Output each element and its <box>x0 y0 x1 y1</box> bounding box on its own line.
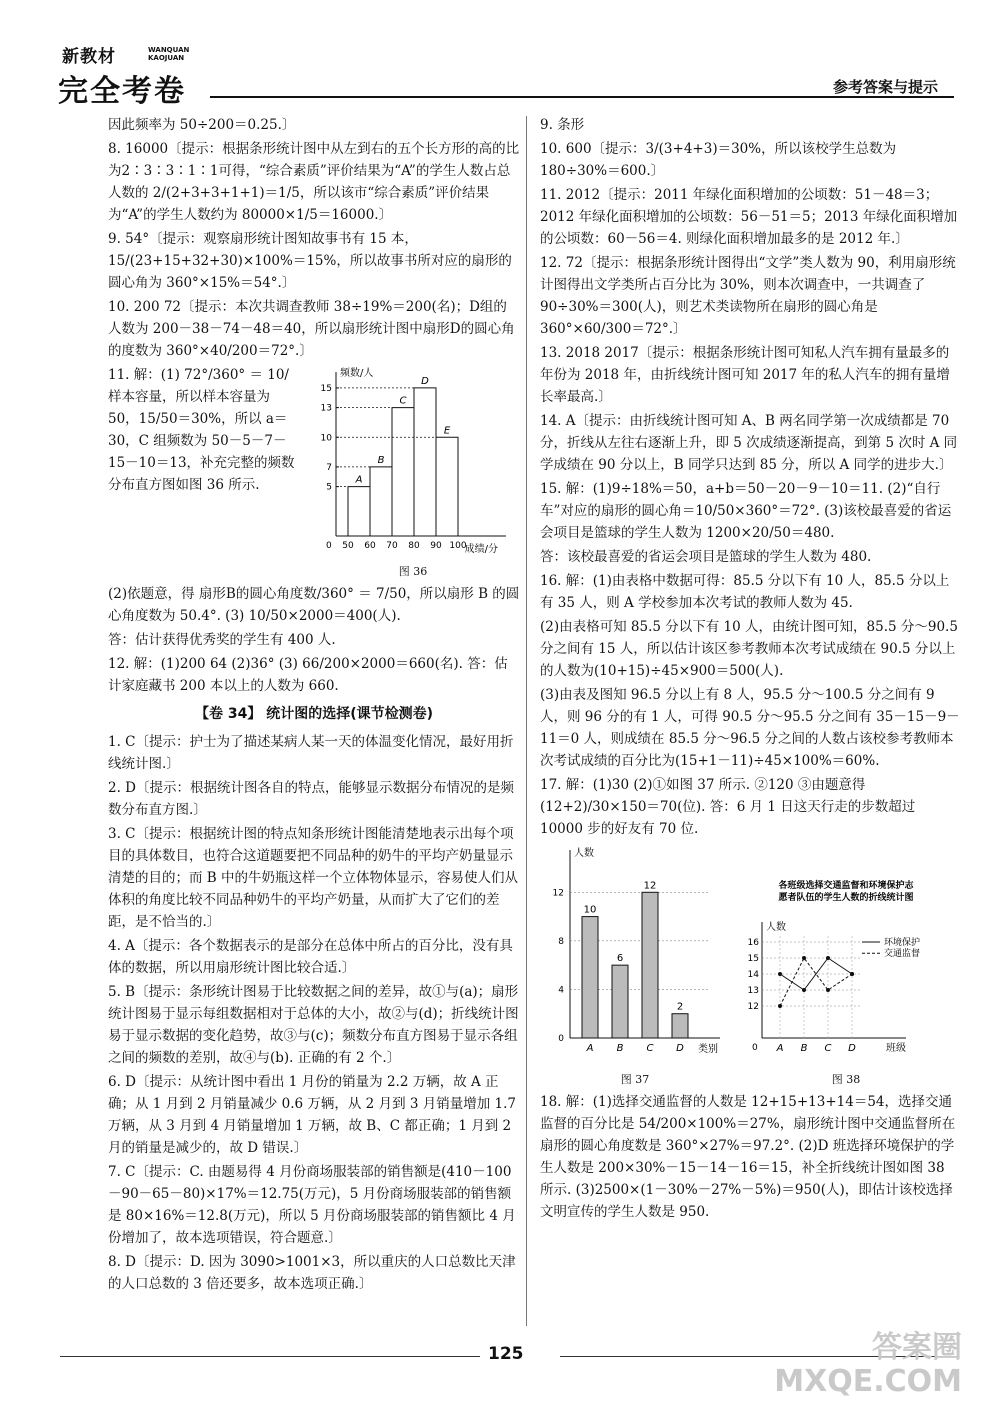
data-point <box>850 972 854 976</box>
y-tick-label: 10 <box>320 433 332 444</box>
answer-11-block <box>108 364 520 583</box>
series-line-traffic <box>780 958 852 1006</box>
answer-r13: 13. 2018 2017〔提示：根据条形统计图可知私人汽车拥有量最多的年份为 2018 年，由折线统计图可知 2017 年的私人汽车的拥有量增长率最高.〕 <box>540 345 950 405</box>
y-tick-label: 5 <box>326 482 332 493</box>
histogram-bar <box>348 487 370 536</box>
histogram-bar <box>392 408 414 536</box>
x-tick-label: 60 <box>364 541 376 551</box>
answer-11-conclusion: 答：估计获得优秀奖的学生有 400 人. <box>108 632 336 648</box>
x-tick-label: D <box>848 1043 856 1054</box>
bar <box>672 1014 688 1038</box>
header-section-title: 参考答案与提示 <box>832 78 938 96</box>
y-tick-label: 12 <box>747 1002 759 1012</box>
footer-rule-left <box>60 1356 480 1357</box>
y-tick-label: 14 <box>747 970 759 980</box>
left-column <box>108 114 520 1297</box>
chart-title-1: 各班级选择交通监督和环境保护志 <box>778 881 914 891</box>
chart-title-2: 愿者队伍的学生人数的折线统计图 <box>778 893 914 903</box>
mc-answer-6: 6. D〔提示：从统计图中看出 1 月份的销量为 2.2 万辆，故 A 正确；从 1 月到 2 月销量减少 0.6 万辆，从 2 月到 3 月销量增加 1.7 万辆，从 3 月到 4 月销量增加 1 万辆，故 B、C 都正确；1 月到 2 月的销量是减少的，故 D 错误.〕 <box>108 1074 516 1156</box>
origin-label: 0 <box>326 541 332 551</box>
y-tick-label: 13 <box>747 986 759 996</box>
watermark <box>774 1331 962 1399</box>
y-axis-label: 人数 <box>574 848 594 859</box>
mc-answer-4: 4. A〔提示：各个数据表示的是部分在总体中所占的百分比，没有具体的数据，所以用扇形统计图比较合适.〕 <box>108 938 513 976</box>
answer-r9: 9. 条形 <box>540 117 585 133</box>
data-label: 2 <box>676 1001 684 1013</box>
y-tick-label: 12 <box>552 888 564 899</box>
answer-r10: 10. 600〔提示：3/(3+4+3)＝30%，所以该校学生总数为 180÷30%＝600.〕 <box>540 141 897 179</box>
answer-12: 12. 解：(1)200 64 (2)36° (3) 66/200×2000＝660(名). 答：估计家庭藏书 200 本以上的人数为 660. <box>108 656 508 694</box>
y-tick-label: 0 <box>558 1034 564 1044</box>
legend-traffic: 交通监督 <box>884 949 921 960</box>
x-tick-label: D <box>676 1043 684 1054</box>
y-tick-label: 15 <box>747 954 759 964</box>
x-tick-label: 50 <box>342 541 354 551</box>
y-axis-label: 人数 <box>766 922 786 933</box>
bar-label: C <box>399 395 407 407</box>
y-tick-label: 4 <box>558 985 564 996</box>
mc-answer-2: 2. D〔提示：根据统计图各自的特点，能够显示数据分布情况的是频数分布直方图.〕 <box>108 780 514 818</box>
answer-8: 8. 16000〔提示：根据条形统计图中从左到右的五个长方形的高的比为2∶3∶3∶1∶1可得，“综合素质”评价结果为“A”的学生人数占总人数的 2/(2+3+3+1+1)＝1/5，所以该市“综合素质”评价结果为“A”的学生人数约为 80000×1/5＝16000.〕 <box>108 141 520 223</box>
y-tick-label: 15 <box>320 383 332 394</box>
data-point <box>826 956 830 960</box>
x-tick-label: C <box>824 1043 832 1054</box>
y-axis-label: 频数/人 <box>340 368 374 379</box>
brand-logo: 完全考卷 <box>58 74 186 109</box>
bar <box>642 892 658 1038</box>
brand-pinyin <box>148 46 189 62</box>
x-tick-label: 70 <box>386 541 398 551</box>
figure-37-caption: 图 37 <box>620 1073 650 1086</box>
histogram-chart <box>306 364 520 554</box>
answer-line: 因此频率为 50÷200＝0.25.〕 <box>108 117 296 133</box>
page-number: 125 <box>488 1344 524 1364</box>
bar <box>612 965 628 1038</box>
bar-chart <box>540 842 730 1062</box>
answer-r18: 18. 解：(1)选择交通监督的人数是 12+15+13+14＝54，选择交通监督的百分比是 54/200×100%＝27%，扇形统计图中交通监督所在扇形的圆心角度数是 360°×27%＝97.2°. (2)D 班选择环境保护的学生人数是 200×30%－15－14－16＝15，补全折线统计图如图 38 所示. (3)2500×(1－30%－27%－5%)＝950(人)，即估计该校选择文明宣传的学生人数是 950. <box>540 1094 956 1220</box>
answer-r16-part3: (3)由表及图知 96.5 分以上有 8 人，95.5 分～100.5 分之间有 9 人，则 96 分的有 1 人，可得 90.5 分～95.5 分之间有 35－15－9－11＝0 人，则成绩在 85.5 分～96.5 分之间的人数占该校参考教师本次考试成绩的百分比为(15+1－11)÷45×100%＝60%. <box>540 687 960 769</box>
answer-r16-part2: (2)由表格可知 85.5 分以下有 10 人，由统计图可知，85.5 分～90.5 分之间有 15 人，所以估计该区参考教师本次考试成绩在 90.5 分以上的人数为(10+15)÷45×900＝500(人). <box>540 619 958 679</box>
x-tick-label: 100 <box>449 541 467 551</box>
figure-37 <box>540 842 730 1091</box>
x-axis-label: 班级 <box>886 1043 906 1054</box>
data-label: 10 <box>583 904 597 916</box>
y-tick-label: 13 <box>320 403 332 414</box>
x-tick-label: B <box>800 1043 808 1054</box>
answer-10: 10. 200 72〔提示：本次共调查教师 38÷19%＝200(名)；D组的人数为 200－38－74－48＝40，所以扇形统计图中扇形D的圆心角的度数为 360°×40/200＝72°.〕 <box>108 299 515 359</box>
answer-r14: 14. A〔提示：由折线统计图可知 A、B 两名同学第一次成绩都是 70 分，折线从左往右逐渐上升，即 5 次成绩逐渐提高，到第 5 次时 A 同学成绩在 90 分以上，B 同学只达到 85 分，所以 A 同学的进步大.〕 <box>540 413 958 473</box>
bar-label: D <box>421 375 429 387</box>
mc-answer-5: 5. B〔提示：条形统计图易于比较数据之间的差异，故①与(a)；扇形统计图易于显示每组数据相对于总体的大小，故②与(d)；折线统计图易于显示数据的变化趋势，故③与(c)；频数分布直方图易于显示各组之间的频数的差别，故④与(b). 正确的有 2 个.〕 <box>108 984 519 1066</box>
bar-label: B <box>377 454 385 466</box>
x-tick-label: 90 <box>430 541 442 551</box>
y-tick-label: 8 <box>558 936 564 947</box>
section-title: 【卷 34】 统计图的选择(课节检测卷) <box>194 706 434 722</box>
x-tick-label: B <box>616 1043 624 1054</box>
figures-37-38 <box>540 842 960 1091</box>
brand-small: 新教材 <box>62 47 116 67</box>
figure-38-caption: 图 38 <box>831 1073 861 1086</box>
figure-36 <box>306 364 520 583</box>
data-point <box>826 988 830 992</box>
mc-answer-1: 1. C〔提示：护士为了描述某病人某一天的体温变化情况，最好用折线统计图.〕 <box>108 734 514 772</box>
x-axis-label: 类别 <box>698 1044 718 1055</box>
data-point <box>802 988 806 992</box>
mc-answer-3: 3. C〔提示：根据统计图的特点知条形统计图能清楚地表示出每个项目的具体数目，也符合这道题要把不同品种的奶牛的平均产奶量显示清楚的目的；而 B 中的牛奶瓶这样一个立体物体显示，容易使人们从体积的角度比较不同品种奶牛的平均产奶量，从而扩大了它们的差距，是不恰当的.〕 <box>108 826 519 930</box>
legend-environment: 环境保护 <box>884 938 921 948</box>
x-tick-label: A <box>776 1043 784 1054</box>
mc-answer-8: 8. D〔提示：D. 因为 3090>1001×3，所以重庆的人口总数比天津的人口总数的 3 倍还要多，故本选项正确.〕 <box>108 1254 516 1292</box>
x-tick-label: C <box>646 1043 654 1054</box>
brand-pinyin-1: WANQUAN <box>148 46 190 54</box>
data-point <box>778 972 782 976</box>
answer-r15-conclusion: 答：该校最喜爱的省运会项目是篮球的学生人数为 480. <box>540 549 872 565</box>
brand-pinyin-2: KAOJUAN <box>148 54 185 62</box>
mc-answer-7: 7. C〔提示：C. 由题易得 4 月份商场服装部的销售额是(410－100－90－65－80)×17%＝12.75(万元)，5 月份商场服装部的销售额是 80×16%＝12.8(万元)，所以 5 月份商场服装部的销售额比 4 月份增加了，故本选项错误，符合题意.〕 <box>108 1164 516 1246</box>
answer-r12: 12. 72〔提示：根据条形统计图得出“文学”类人数为 90，利用扇形统计图得出文学类所占百分比为 30%，则本次调查中，一共调查了 90÷30%＝300(人)，则艺术类读物所在扇形的圆心角是 360°×60/300＝72°.〕 <box>540 255 956 337</box>
bar-label: E <box>443 425 451 437</box>
data-point <box>802 956 806 960</box>
data-label: 6 <box>616 953 624 965</box>
column-divider <box>526 116 527 1326</box>
origin-label: 0 <box>752 1043 758 1053</box>
data-point <box>778 1004 782 1008</box>
figure-36-caption: 图 36 <box>398 565 428 578</box>
bar <box>582 917 598 1038</box>
answer-9: 9. 54°〔提示：观察扇形统计图知故事书有 15 本，15/(23+15+32+30)×100%＝15%，所以故事书所对应的扇形的圆心角为 360°×15%＝54°.〕 <box>108 231 512 291</box>
answer-11-part1: 11. 解：(1) 72°/360° ＝ 10/样本容量，所以样本容量为 50，15/50＝30%，所以 a＝30，C 组频数为 50－5－7－15－10＝13，补充完整的频数分布直方图如图 36 所示. <box>108 367 295 493</box>
page-header <box>0 0 1000 109</box>
answer-r16-part1: 16. 解：(1)由表格中数据可得：85.5 分以下有 10 人，85.5 分以上有 35 人，则 A 学校参加本次考试的教师人数为 45. <box>540 573 950 611</box>
histogram-bar <box>370 467 392 536</box>
bar-label: A <box>355 474 363 486</box>
x-tick-label: A <box>586 1043 594 1054</box>
answer-r17: 17. 解：(1)30 (2)①如图 37 所示. ②120 ③由题意得 (12+2)/30×150＝70(位). 答：6 月 1 日这天行走的步数超过 10000 步的好友有 70 位. <box>540 777 916 837</box>
watermark-line-1: 答案圈 <box>872 1330 962 1365</box>
data-label: 12 <box>643 880 657 892</box>
y-tick-label: 7 <box>326 462 332 473</box>
figure-38 <box>736 842 956 1091</box>
answer-r11: 11. 2012〔提示：2011 年绿化面积增加的公顷数：51－48＝3；2012 年绿化面积增加的公顷数：56－51＝5；2013 年绿化面积增加的公顷数：60－56＝4. 则绿化面积增加最多的是 2012 年.〕 <box>540 187 958 247</box>
watermark-line-2: MXQE.COM <box>774 1364 962 1399</box>
x-tick-label: 80 <box>408 541 420 551</box>
histogram-bar <box>414 388 436 536</box>
line-chart <box>736 842 956 1062</box>
x-axis-label: 成绩/分 <box>464 544 498 554</box>
histogram-bar <box>436 437 458 536</box>
right-column <box>540 114 960 1225</box>
y-tick-label: 16 <box>747 938 759 948</box>
answer-11-part2: (2)依题意，得 扇形B的圆心角度数/360° ＝ 7/50，所以扇形 B 的圆心角度数为 50.4°. (3) 10/50×2000＝400(人). <box>108 586 520 624</box>
answer-r15: 15. 解：(1)9÷18%＝50，a+b＝50－20－9－10＝11. (2)“自行车”对应的扇形的圆心角＝10/50×360°＝72°. (3)该校最喜爱的省运会项目是篮球的学生人数为 1200×20/50＝480. <box>540 481 952 541</box>
